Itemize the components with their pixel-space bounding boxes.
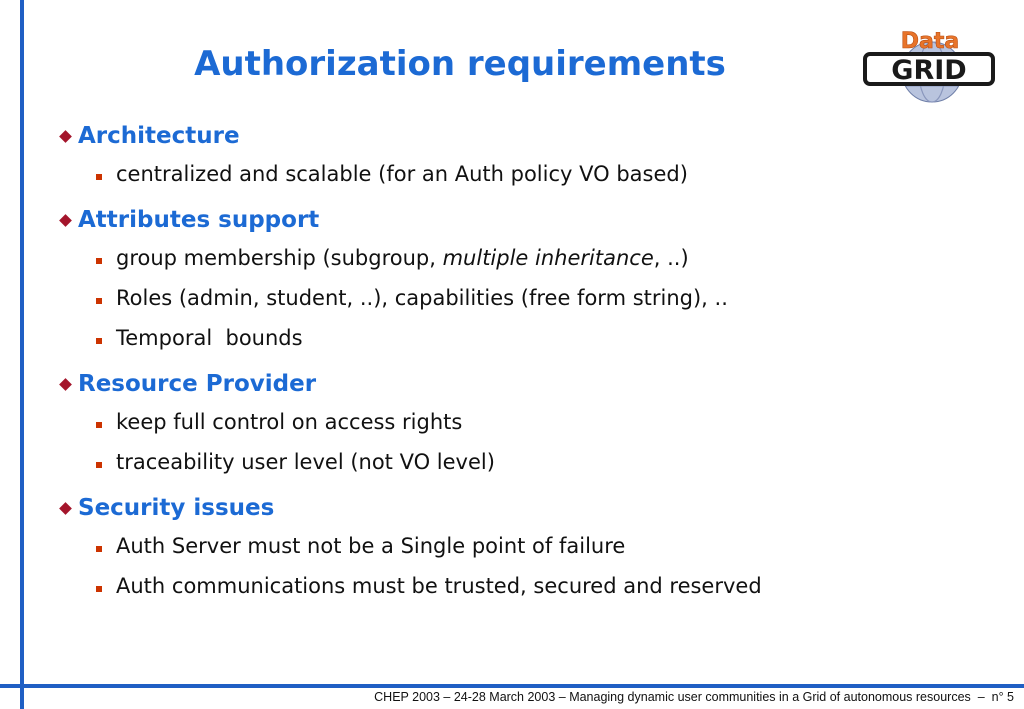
diamond-bullet-icon: [59, 214, 72, 227]
square-bullet-icon: [96, 546, 102, 552]
diamond-bullet-icon: [59, 378, 72, 391]
list-item: Auth communications must be trusted, secured and reserved: [58, 566, 998, 606]
section-architecture: [58, 118, 998, 194]
square-bullet-icon: [96, 258, 102, 264]
emphasis-text: multiple inheritance: [442, 246, 654, 270]
datagrid-logo: [862, 22, 1002, 104]
list-item: centralized and scalable (for an Auth policy VO based): [58, 154, 998, 194]
section-heading: Resource Provider: [78, 371, 317, 397]
logo-top-text: Data: [900, 29, 960, 54]
bottom-horizontal-rule: [0, 684, 1024, 688]
left-vertical-rule: [20, 0, 24, 709]
square-bullet-icon: [96, 298, 102, 304]
section-heading: Architecture: [78, 123, 240, 149]
diamond-bullet-icon: [59, 502, 72, 515]
list-item: Auth Server must not be a Single point of failure: [58, 526, 998, 566]
logo-main-text: GRID: [891, 55, 967, 86]
square-bullet-icon: [96, 174, 102, 180]
list-item: group membership (subgroup, multiple inheritance, ..): [58, 238, 998, 278]
section-heading: Attributes support: [78, 207, 320, 233]
section-resource-provider: [58, 366, 998, 482]
bullet-content: [58, 118, 998, 614]
list-item: Roles (admin, student, ..), capabilities (free form string), ..: [58, 278, 998, 318]
square-bullet-icon: [96, 586, 102, 592]
diamond-bullet-icon: [59, 130, 72, 143]
square-bullet-icon: [96, 422, 102, 428]
section-attributes-support: [58, 202, 998, 358]
slide-footer: CHEP 2003 – 24-28 March 2003 – Managing dynamic user communities in a Grid of autonomous resources – n° 5: [374, 690, 1014, 704]
list-item: Temporal bounds: [58, 318, 998, 358]
square-bullet-icon: [96, 462, 102, 468]
list-item: traceability user level (not VO level): [58, 442, 998, 482]
square-bullet-icon: [96, 338, 102, 344]
section-security-issues: [58, 490, 998, 606]
list-item: keep full control on access rights: [58, 402, 998, 442]
section-heading: Security issues: [78, 495, 275, 521]
slide-title: Authorization requirements: [194, 44, 726, 84]
